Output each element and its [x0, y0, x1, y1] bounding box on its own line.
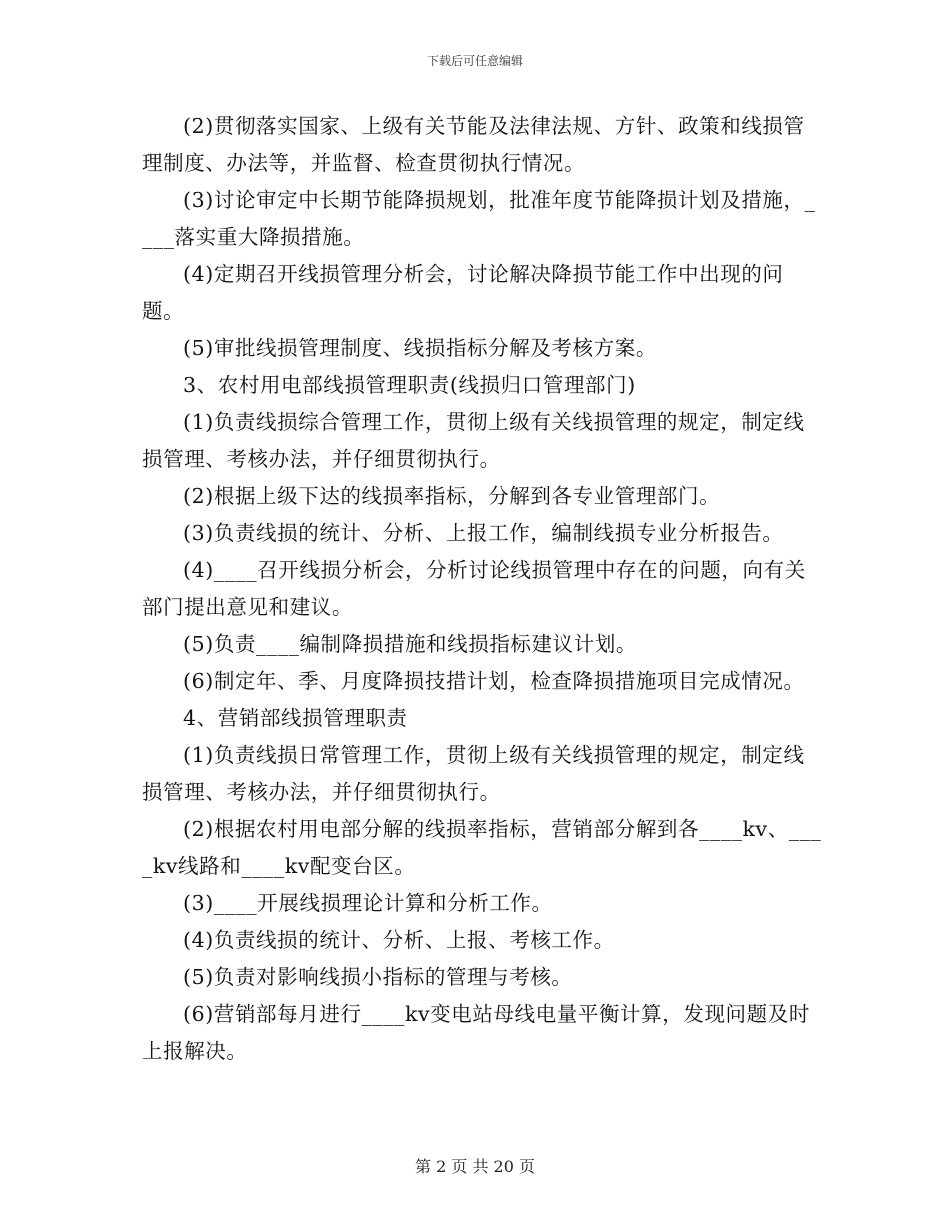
section-heading: 4、营销部线损管理职责	[183, 706, 408, 730]
paragraph: (3)讨论审定中长期节能降损规划，批准年度节能降损计划及措施，____落实重大降损措施。	[142, 188, 816, 249]
paragraph: (5)审批线损管理制度、线损指标分解及考核方案。	[183, 336, 657, 360]
paragraph: (1)负责线损综合管理工作，贯彻上级有关线损管理的规定，制定线损管理、考核办法，并仔细贯彻执行。	[142, 410, 805, 471]
paragraph: (4)定期召开线损管理分析会，讨论解决降损节能工作中出现的问题。	[142, 262, 784, 323]
page-header: 下载后可任意编辑	[426, 54, 523, 68]
paragraph: (3)负责线损的统计、分析、上报工作，编制线损专业分析报告。	[183, 521, 784, 545]
paragraph: (5)负责对影响线损小指标的管理与考核。	[183, 965, 573, 989]
paragraph: (4)负责线损的统计、分析、上报、考核工作。	[183, 928, 615, 952]
paragraph: (1)负责线损日常管理工作，贯彻上级有关线损管理的规定，制定线损管理、考核办法，并仔细贯彻执行。	[142, 743, 805, 804]
paragraph: (2)根据上级下达的线损率指标，分解到各专业管理部门。	[183, 484, 721, 508]
section-heading: 3、农村用电部线损管理职责(线损归口管理部门)	[183, 373, 636, 397]
page-footer: 第 2 页 共 20 页	[415, 1157, 535, 1176]
paragraph: (3)____开展线损理论计算和分析工作。	[183, 891, 553, 915]
paragraph: (6)制定年、季、月度降损技措计划，检查降损措施项目完成情况。	[183, 669, 805, 693]
document-body	[142, 108, 822, 1070]
paragraph: (4)____召开线损分析会，分析讨论线损管理中存在的问题，向有关部门提出意见和建议。	[142, 558, 806, 619]
paragraph: (6)营销部每月进行____kv变电站母线电量平衡计算，发现问题及时上报解决。	[142, 1002, 810, 1063]
paragraph: (2)根据农村用电部分解的线损率指标，营销部分解到各____kv、____kv线路和____kv配变台区。	[142, 817, 822, 878]
paragraph: (2)贯彻落实国家、上级有关节能及法律法规、方针、政策和线损管理制度、办法等，并监督、检查贯彻执行情况。	[142, 114, 805, 175]
paragraph: (5)负责____编制降损措施和线损指标建议计划。	[183, 632, 638, 656]
